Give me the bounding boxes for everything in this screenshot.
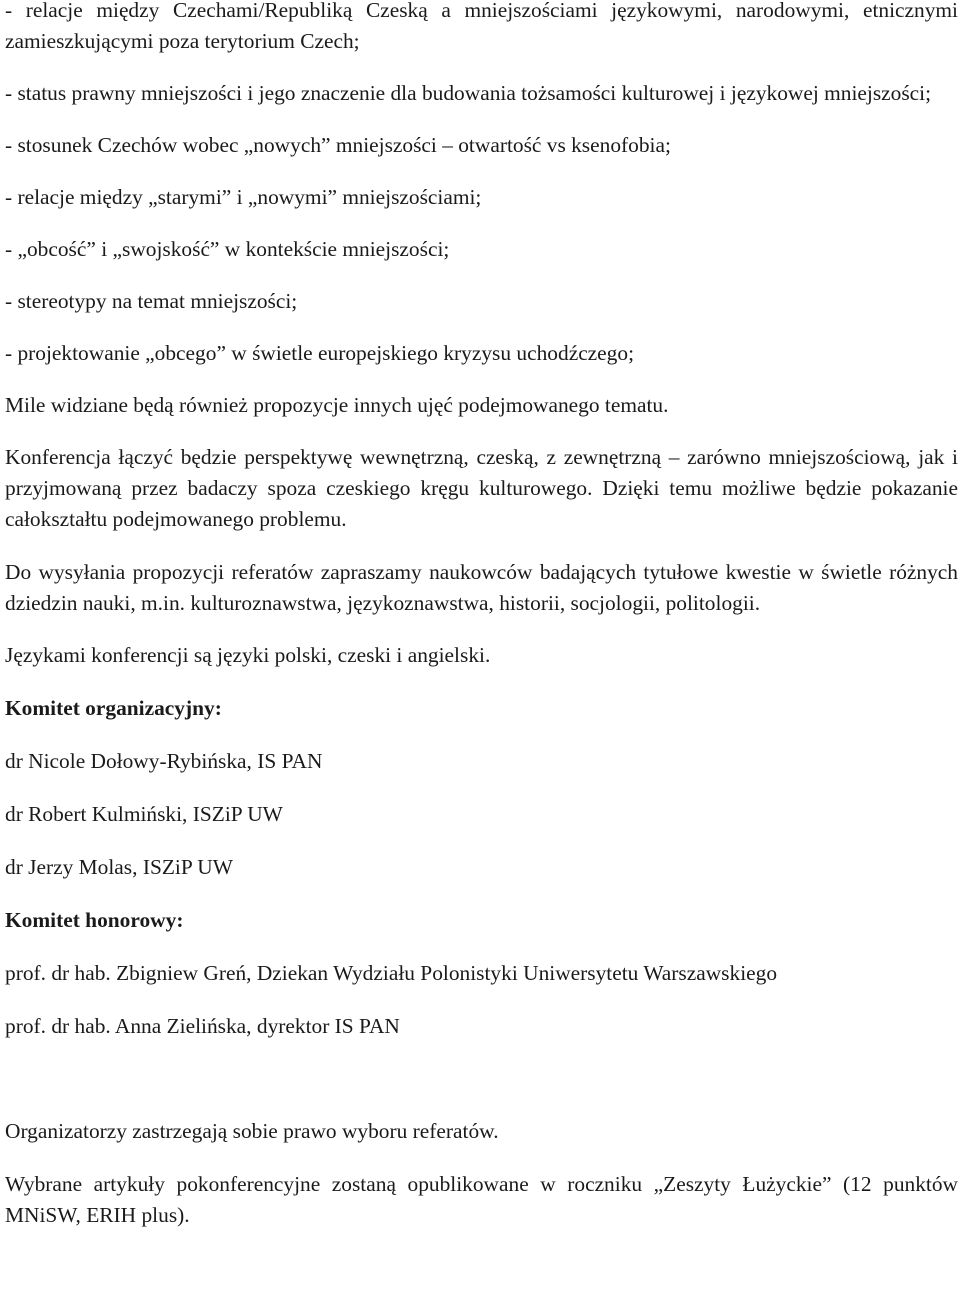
invitation-paragraph: Do wysyłania propozycji referatów zapraszamy naukowców badających tytułowe kwestie w świetle różnych dziedzin nauki, m.in. kulturoznawstwa, językoznawstwa, historii, socjologii, politologii. xyxy=(5,560,958,615)
committee-member: dr Nicole Dołowy-Rybińska, IS PAN xyxy=(5,749,323,773)
topic-item: - relacje między Czechami/Republiką Czeską a mniejszościami językowymi, narodowymi, etnicznymi zamieszkującymi poza terytorium Czech; xyxy=(5,0,958,53)
languages-note: Językami konferencji są języki polski, czeski i angielski. xyxy=(5,643,491,667)
topic-item: - status prawny mniejszości i jego znaczenie dla budowania tożsamości kulturowej i językowej mniejszości; xyxy=(5,81,932,105)
publication-note: Wybrane artykuły pokonferencyjne zostaną opublikowane w roczniku „Zeszyty Łużyckie” (12 punktów MNiSW, ERIH plus). xyxy=(5,1172,958,1227)
other-proposals-note: Mile widziane będą również propozycje innych ujęć podejmowanego tematu. xyxy=(5,393,669,417)
perspective-paragraph: Konferencja łączyć będzie perspektywę wewnętrzną, czeską, z zewnętrzną – zarówno mniejszościową, jak i przyjmowaną przez badaczy spoza czeskiego kręgu kulturowego. Dzięki temu możliwe będzie pokazanie całokształtu podejmowanego problemu. xyxy=(5,445,958,531)
honorary-committee-heading: Komitet honorowy: xyxy=(5,908,184,932)
committee-member: dr Robert Kulmiński, ISZiP UW xyxy=(5,802,283,826)
topic-item: - stosunek Czechów wobec „nowych” mniejszości – otwartość vs ksenofobia; xyxy=(5,133,671,157)
honorary-member: prof. dr hab. Zbigniew Greń, Dziekan Wydziału Polonistyki Uniwersytetu Warszawskiego xyxy=(5,961,778,985)
committee-member: dr Jerzy Molas, ISZiP UW xyxy=(5,855,233,879)
document-page xyxy=(5,0,958,1231)
topic-item: - stereotypy na temat mniejszości; xyxy=(5,289,298,313)
reservation-note: Organizatorzy zastrzegają sobie prawo wyboru referatów. xyxy=(5,1119,499,1143)
organizing-committee-heading: Komitet organizacyjny: xyxy=(5,696,222,720)
topics-list xyxy=(5,0,958,369)
topic-item: - relacje między „starymi” i „nowymi” mniejszościami; xyxy=(5,185,482,209)
topic-item: - projektowanie „obcego” w świetle europejskiego kryzysu uchodźczego; xyxy=(5,341,635,365)
honorary-member: prof. dr hab. Anna Zielińska, dyrektor IS PAN xyxy=(5,1014,400,1038)
topic-item: - „obcość” i „swojskość” w kontekście mniejszości; xyxy=(5,237,450,261)
